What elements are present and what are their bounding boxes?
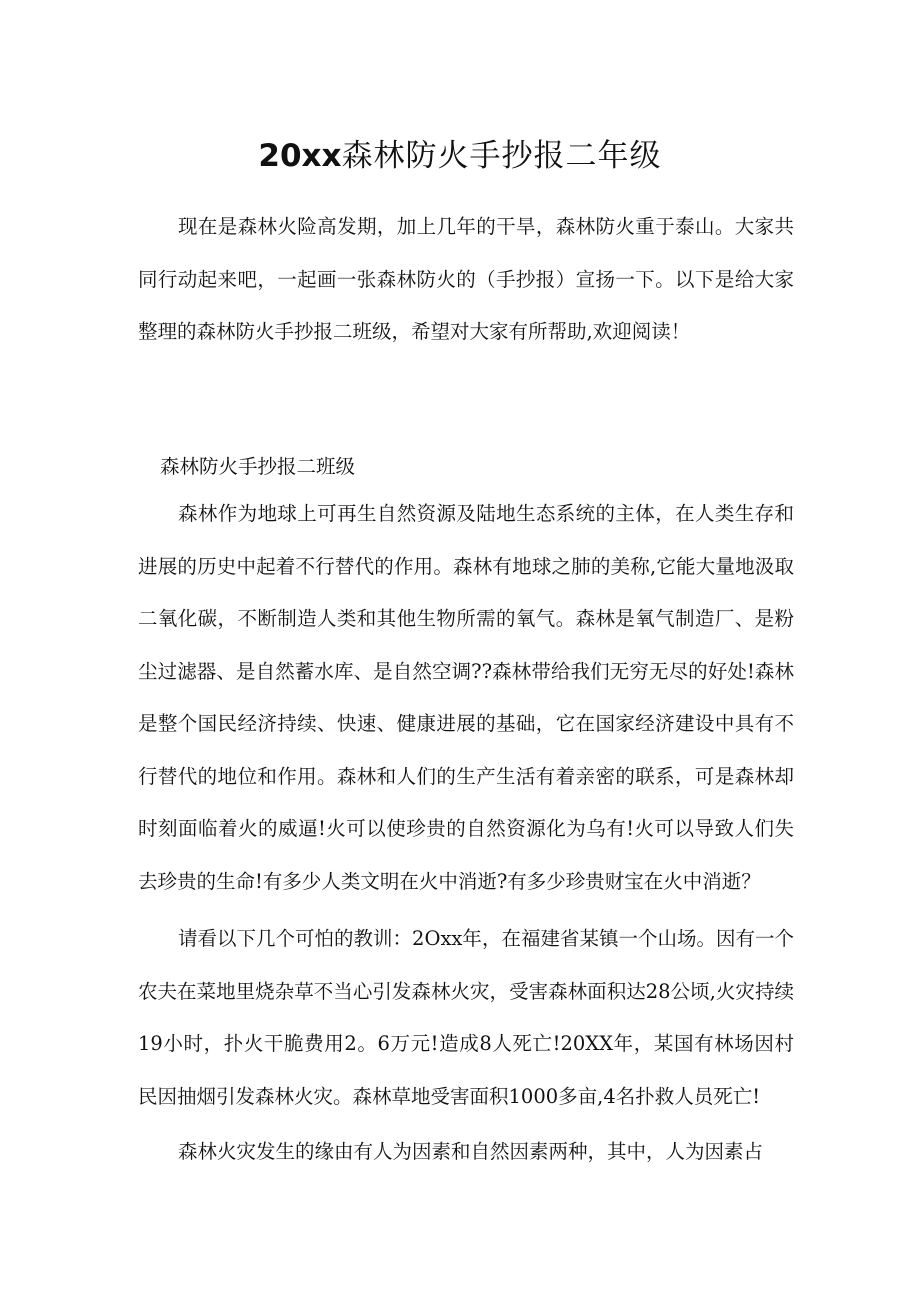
body-paragraph-1: 森林作为地球上可再生自然资源及陆地生态系统的主体，在人类生存和进展的历史中起着不行替代的作用。森林有地球之肺的美称,它能大量地汲取二氧化碳，不断制造人类和其他生物所需的氧气。森林是氧气制造厂、是粉尘过滤器、是自然蓄水库、是自然空调??森林带给我们无穷无尽的好处!森林是整个国民经济持续、快速、健康进展的基础，它在国家经济建设中具有不行替代的地位和作用。森林和人们的生产生活有着亲密的联系，可是森林却时刻面临着火的威逼!火可以使珍贵的自然资源化为乌有!火可以导致人们失去珍贵的生命!有多少人类文明在火中消逝?有多少珍贵财宝在火中消逝？ [138,502,794,893]
section-heading: 森林防火手抄报二班级 [160,455,356,478]
title-year: 20xx [258,138,342,174]
title-text: 森林防火手抄报二年级 [341,138,662,174]
body-paragraph-3: 森林火灾发生的缘由有人为因素和自然因素两种，其中，人为因素占 [178,1140,764,1163]
page-title [0,134,920,178]
intro-paragraph: 现在是森林火险高发期，加上几年的干旱，森林防火重于泰山。大家共同行动起来吧，一起画一张森林防火的（手抄报）宣扬一下。以下是给大家整理的森林防火手抄报二班级，希望对大家有所帮助,欢迎阅读！ [138,215,794,343]
body-paragraph-2: 请看以下几个可怕的教训：2Oxx年，在福建省某镇一个山场。因有一个农夫在菜地里烧杂草不当心引发森林火灾，受害森林面积达28公顷,火灾持续19小时，扑火干脆费用2。6万元!造成8人死亡!20XX年，某国有林场因村民因抽烟引发森林火灾。森林草地受害面积1000多亩,4名扑救人员死亡! [138,927,794,1108]
